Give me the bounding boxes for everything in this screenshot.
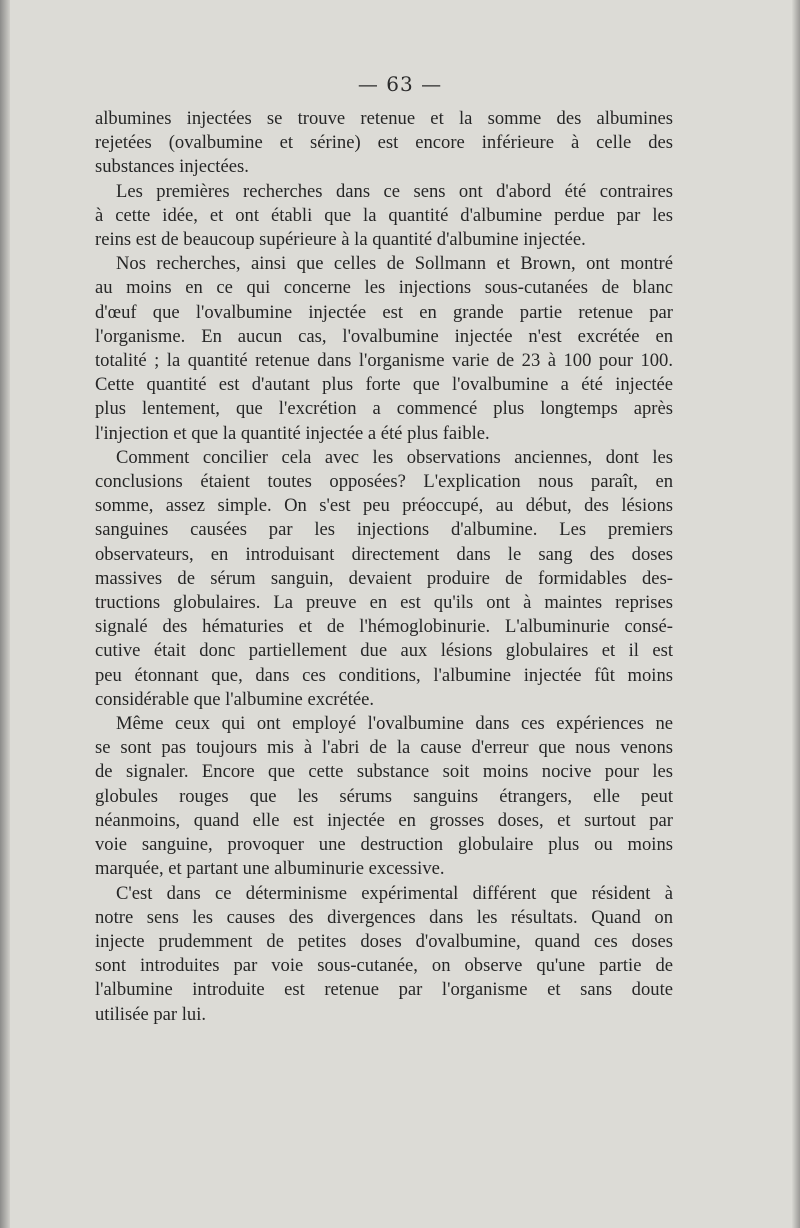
text-line: néanmoins, quand elle est injectée en grosses doses, et surtout par [95, 809, 673, 831]
text-line: voie sanguine, provoquer une destruction globulaire plus ou moins [95, 834, 673, 856]
text-line: se sont pas toujours mis à l'abri de la cause d'erreur que nous venons [95, 737, 673, 759]
text-line: marquée, et partant une albuminurie excessive. [95, 858, 445, 880]
body-text [95, 107, 673, 1027]
text-line: l'injection et que la quantité injectée a été plus faible. [95, 422, 490, 444]
text-line: utilisée par lui. [95, 1003, 207, 1025]
text-line: Les premières recherches dans ce sens ont d'abord été contraires [116, 180, 673, 202]
page-number: — 63 — [357, 72, 443, 96]
text-line: conclusions étaient toutes opposées? L'explication nous paraît, en [95, 471, 673, 493]
text-line: plus lentement, que l'excrétion a commencé plus longtemps après [95, 398, 673, 420]
text-line: d'œuf que l'ovalbumine injectée est en grande partie retenue par [95, 301, 673, 323]
text-line: de signaler. Encore que cette substance soit moins nocive pour les [95, 761, 673, 783]
text-line: l'albumine introduite est retenue par l'organisme et sans doute [95, 979, 673, 1001]
text-line: Comment concilier cela avec les observations anciennes, dont les [116, 446, 673, 468]
text-line: somme, assez simple. On s'est peu préoccupé, au début, des lésions [95, 495, 673, 517]
text-line: tructions globulaires. La preuve en est qu'ils ont à maintes reprises [95, 592, 673, 614]
text-line: sont introduites par voie sous-cutanée, on observe qu'une partie de [95, 955, 673, 977]
text-line: albumines injectées se trouve retenue et la somme des albumines [95, 108, 673, 129]
text-line: au moins en ce qui concerne les injections sous-cutanées de blanc [95, 277, 673, 299]
text-line: considérable que l'albumine excrétée. [95, 688, 375, 710]
text-line: massives de sérum sanguin, devaient produire de formidables des- [95, 567, 673, 589]
text-line: peu étonnant que, dans ces conditions, l'albumine injectée fût moins [95, 664, 673, 686]
text-line: rejetées (ovalbumine et sérine) est encore inférieure à celle des [95, 132, 673, 154]
text-line: Cette quantité est d'autant plus forte que l'ovalbumine a été injectée [95, 374, 673, 396]
text-line: Même ceux qui ont employé l'ovalbumine dans ces expériences ne [116, 713, 673, 735]
text-line: injecte prudemment de petites doses d'ovalbumine, quand ces doses [95, 930, 673, 952]
text-line: Nos recherches, ainsi que celles de Sollmann et Brown, ont montré [116, 253, 673, 275]
page-edge-shadow-left [0, 0, 10, 1228]
text-line: observateurs, en introduisant directement dans le sang des doses [95, 543, 673, 565]
text-line: à cette idée, et ont établi que la quantité d'albumine perdue par les [95, 204, 673, 226]
text-line: sanguines causées par les injections d'albumine. Les premiers [95, 519, 673, 541]
text-line: l'organisme. En aucun cas, l'ovalbumine injectée n'est excrétée en [95, 325, 673, 347]
page-edge-shadow-right [792, 0, 800, 1228]
text-line: signalé des hématuries et de l'hémoglobinurie. L'albuminurie consé- [95, 616, 673, 638]
text-line: reins est de beaucoup supérieure à la quantité d'albumine injectée. [95, 229, 586, 251]
text-line: cutive était donc partiellement due aux lésions globulaires et il est [95, 640, 673, 662]
text-line: substances injectées. [95, 156, 249, 178]
text-line: C'est dans ce déterminisme expérimental différent que résident à [116, 882, 673, 904]
text-line: globules rouges que les sérums sanguins étrangers, elle peut [95, 785, 673, 807]
text-line: notre sens les causes des divergences dans les résultats. Quand on [95, 906, 673, 928]
text-line: totalité ; la quantité retenue dans l'organisme varie de 23 à 100 pour 100. [95, 350, 673, 372]
